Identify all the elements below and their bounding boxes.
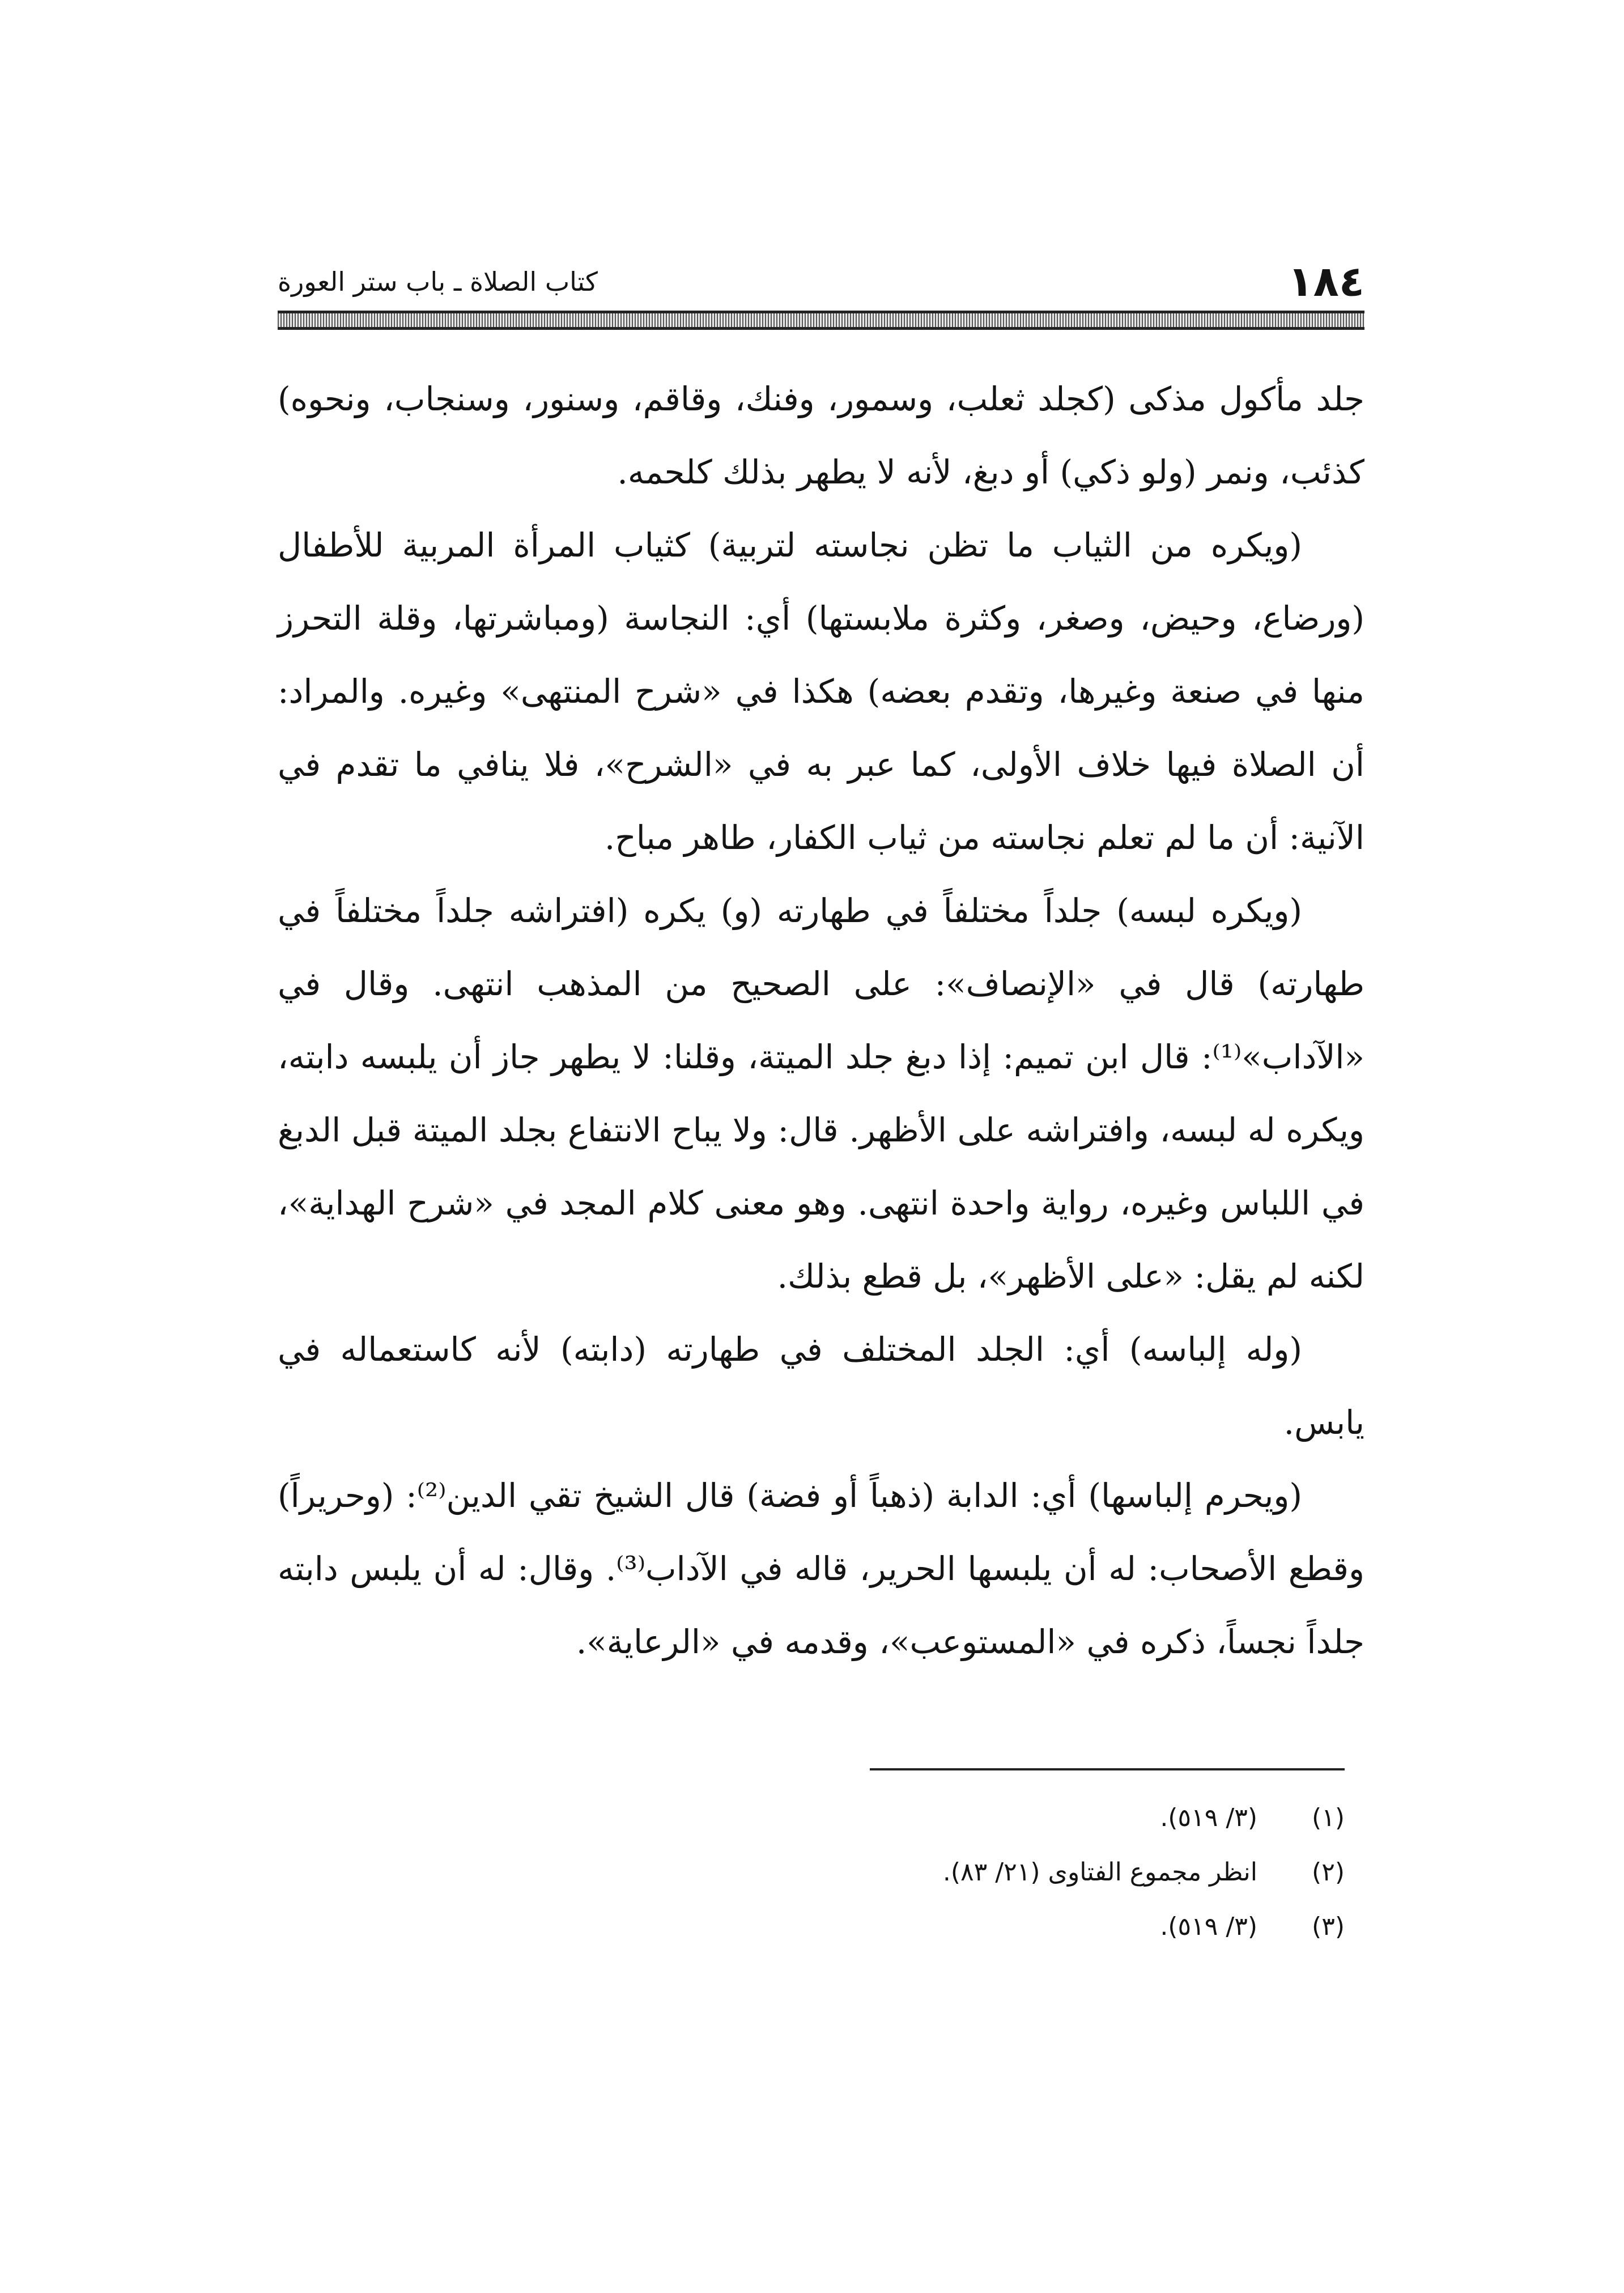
footnote-text: (٣/ ٥١٩). <box>1160 1803 1257 1832</box>
footnote <box>278 1845 1345 1900</box>
header-rule <box>278 311 1364 330</box>
paragraph: (ويكره من الثياب ما تظن نجاسته لتربية) كثياب المرأة المربية للأطفال (ورضاع، وحيض، وصغر، وكثرة ملابستها) أي: النجاسة (ومباشرتها، وقلة التحرز منها في صنعة وغيرها، وتقدم بعضه) هكذا في «شرح المنتهى» وغيره. والمراد: أن الصلاة فيها خلاف الأولى، كما عبر به في «الشرح»، فلا ينافي ما تقدم في الآنية: أن ما لم تعلم نجاسته من ثياب الكفار، طاهر مباح. <box>278 526 1364 857</box>
footnote-text: (٣/ ٥١٩). <box>1160 1912 1257 1941</box>
footnote <box>278 1791 1345 1845</box>
running-title: كتاب الصلاة ـ باب ستر العورة <box>278 266 598 297</box>
main-text <box>278 363 1364 1679</box>
footnotes <box>278 1791 1345 1954</box>
footnote-separator <box>870 1768 1345 1770</box>
footnote-number: (٢) <box>1312 1858 1345 1887</box>
paragraph: جلد مأكول مذكى (كجلد ثعلب، وسمور، وفنك، وقاقم، وسنور، وسنجاب، ونحوه) كذئب، ونمر (ولو ذكي) أو دبغ، لأنه لا يطهر بذلك كلحمه. <box>278 380 1364 491</box>
footnote <box>278 1900 1345 1954</box>
paragraph: (ويكره لبسه) جلداً مختلفاً في طهارته (و) يكره (افتراشه جلداً مختلفاً في طهارته) قال في «الإنصاف»: على الصحيح من المذهب انتهى. وقال في «الآداب»⁽¹⁾: قال ابن تميم: إذا دبغ جلد الميتة، وقلنا: لا يطهر جاز أن يلبسه دابته، ويكره له لبسه، وافتراشه على الأظهر. قال: ولا يباح الانتفاع بجلد الميتة قبل الدبغ في اللباس وغيره، رواية واحدة انتهى. وهو معنى كلام المجد في «شرح الهداية»، لكنه لم يقل: «على الأظهر»، بل قطع بذلك. <box>278 891 1364 1296</box>
page-number: ١٨٤ <box>1287 257 1364 306</box>
footnote-number: (١) <box>1312 1803 1345 1832</box>
footnote-text: انظر مجموع الفتاوى (٢١/ ٨٣). <box>942 1858 1257 1887</box>
footnote-number: (٣) <box>1312 1912 1345 1941</box>
paragraph: (ويحرم إلباسها) أي: الدابة (ذهباً أو فضة) قال الشيخ تقي الدين⁽²⁾: (وحريراً) وقطع الأصحاب: له أن يلبسها الحرير، قاله في الآداب⁽³⁾. وقال: له أن يلبس دابته جلداً نجساً، ذكره في «المستوعب»، وقدمه في «الرعاية». <box>278 1476 1364 1661</box>
page-header <box>278 244 1364 306</box>
paragraph: (وله إلباسه) أي: الجلد المختلف في طهارته (دابته) لأنه كاستعماله في يابس. <box>278 1330 1364 1442</box>
